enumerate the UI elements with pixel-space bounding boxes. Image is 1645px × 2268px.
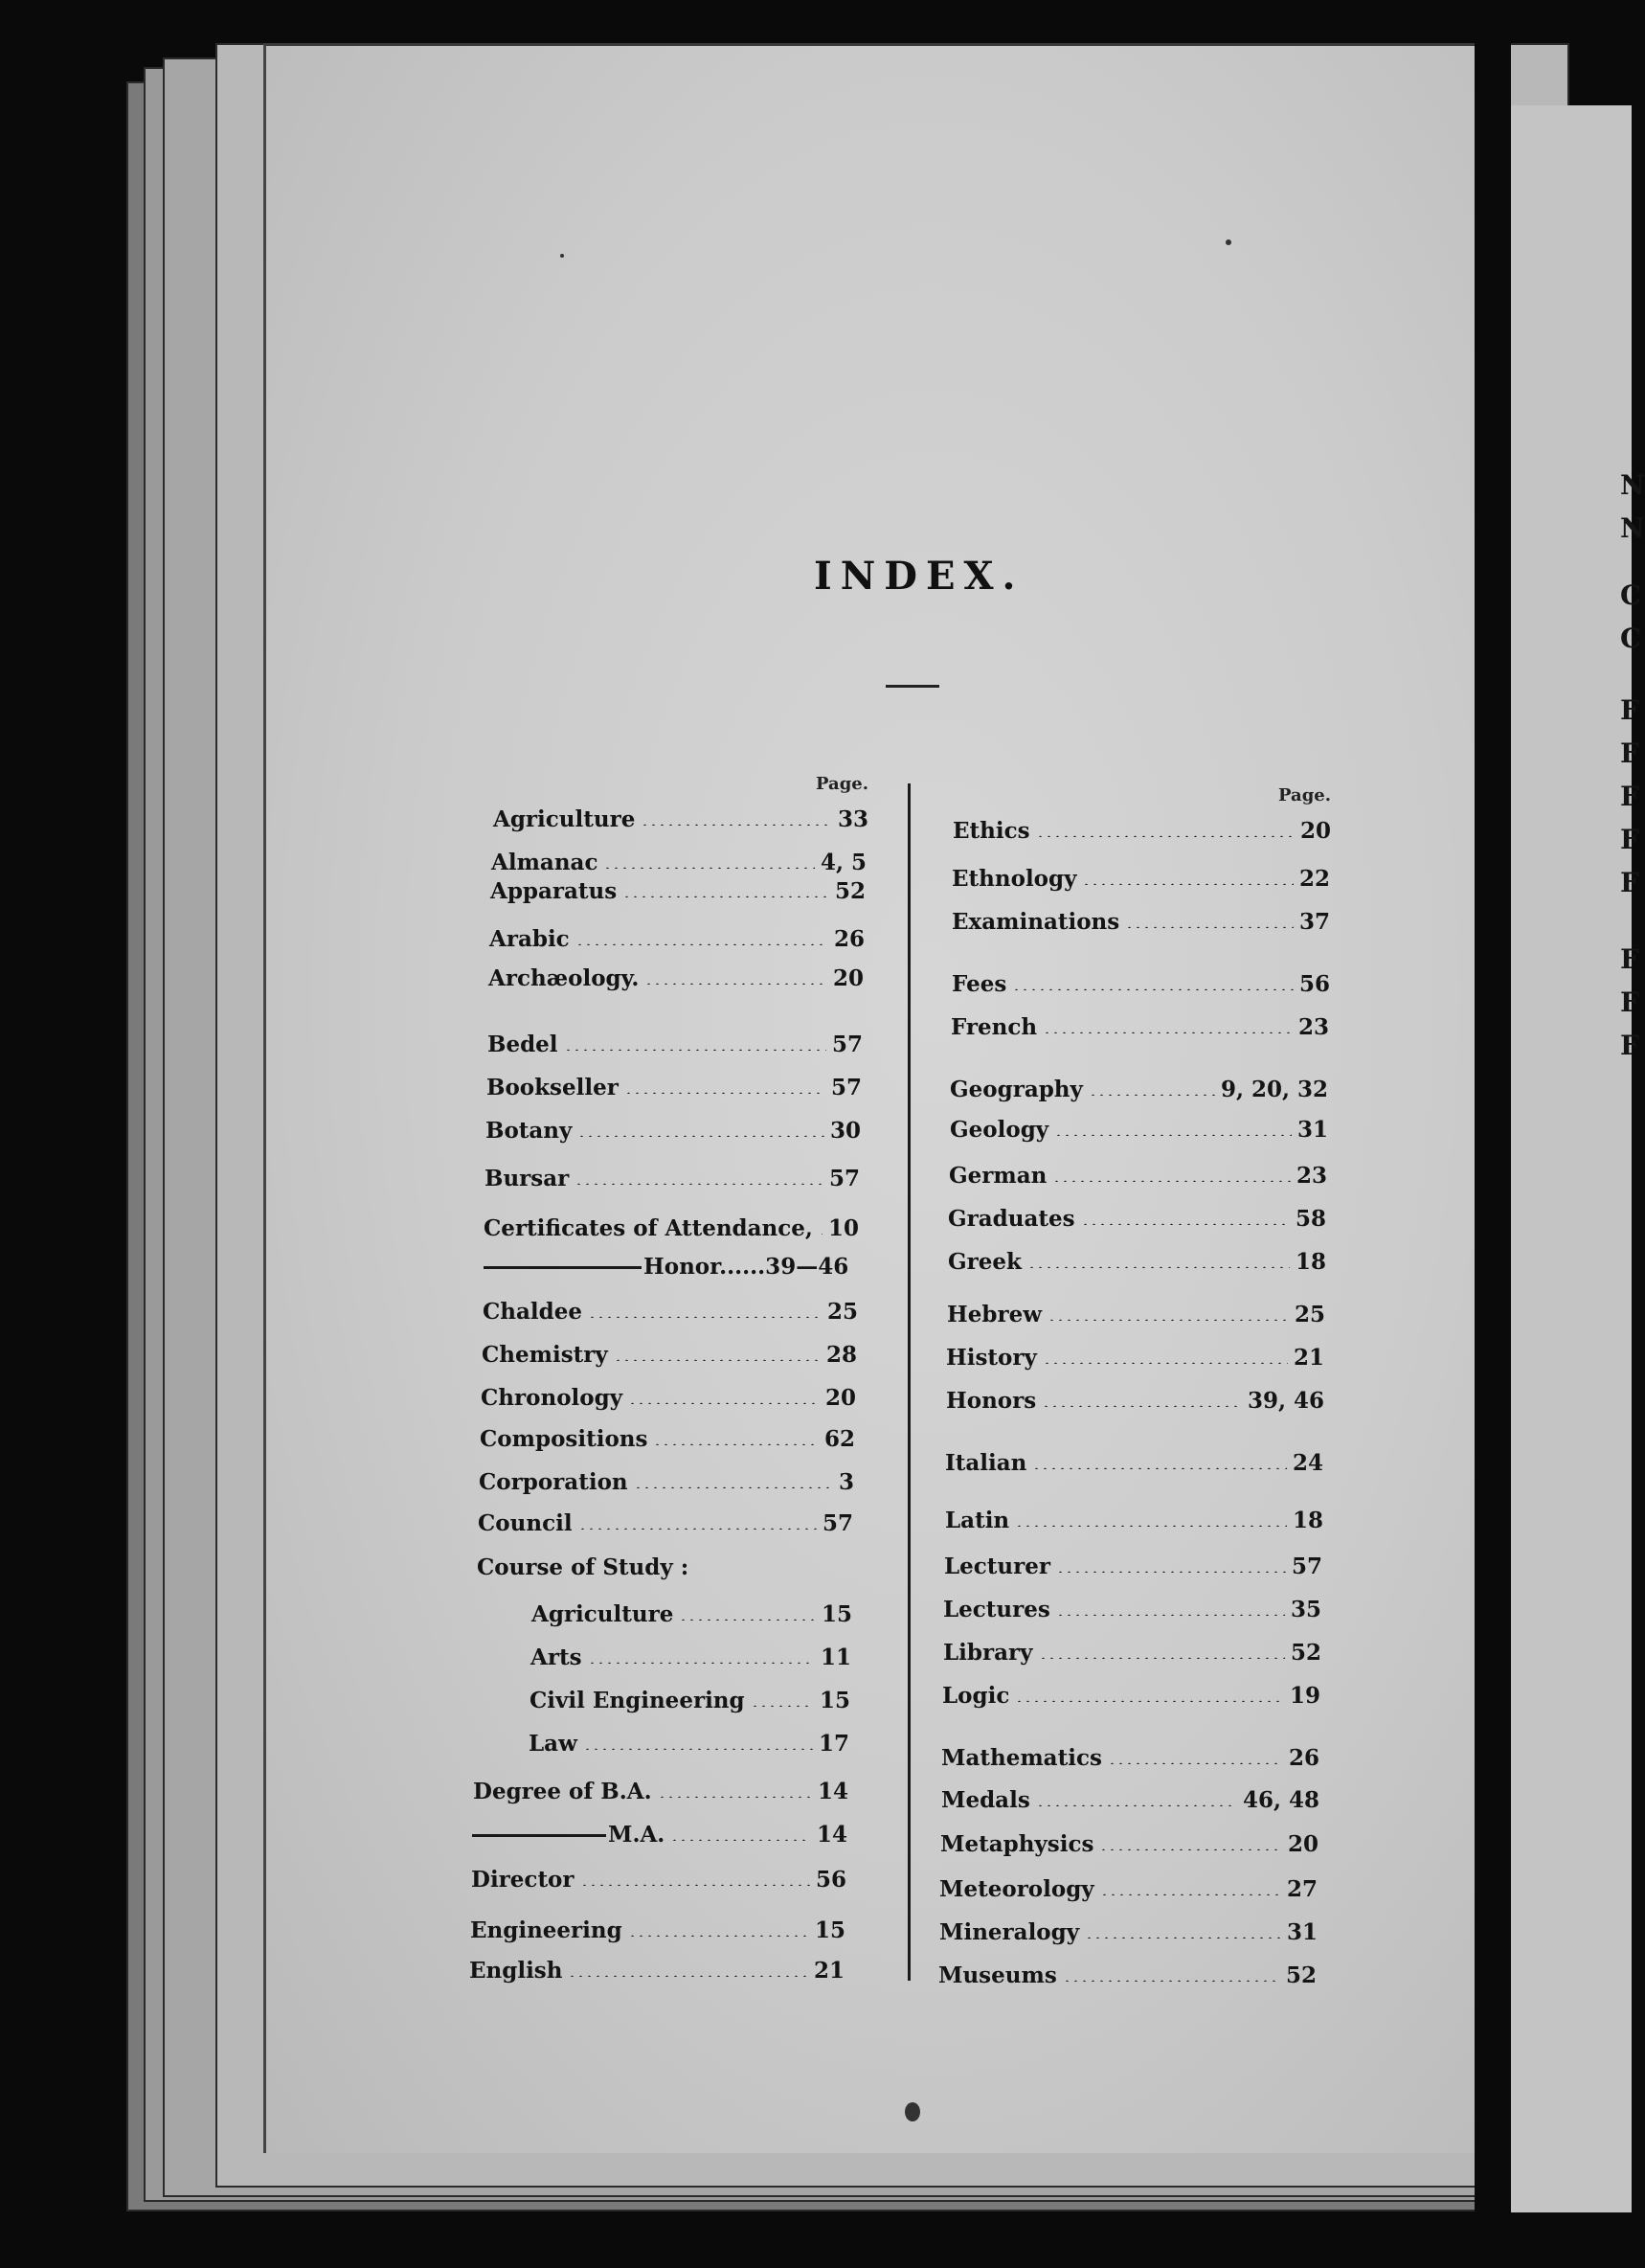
index-page-number: 62 — [823, 1425, 855, 1452]
index-entry — [471, 1863, 846, 1895]
index-page-number: 37 — [1298, 908, 1330, 935]
index-page-number: 21 — [1293, 1344, 1324, 1371]
book-gutter — [1475, 0, 1511, 2268]
index-entry — [953, 814, 1331, 847]
index-term: M.A. — [472, 1822, 665, 1848]
index-page-number: 17 — [818, 1730, 849, 1757]
index-entry — [478, 1507, 853, 1539]
dot-leader — [1052, 1180, 1291, 1182]
ink-speck — [560, 254, 564, 258]
index-page-number: 58 — [1295, 1205, 1326, 1232]
dot-leader — [1015, 1700, 1284, 1702]
dot-leader — [1048, 1319, 1289, 1321]
dot-leader — [1027, 1266, 1290, 1268]
index-page-number: 20 — [832, 964, 864, 991]
dot-leader — [614, 1359, 821, 1361]
index-term: Metaphysics — [940, 1830, 1094, 1857]
index-entry — [941, 1741, 1319, 1774]
dot-leader — [641, 824, 832, 826]
index-term: History — [946, 1344, 1037, 1371]
ink-spot — [905, 2102, 920, 2121]
dot-leader — [628, 1935, 809, 1937]
index-entry — [493, 803, 868, 835]
index-term: Archæology. — [488, 964, 640, 991]
index-term: German — [949, 1162, 1048, 1189]
index-term: Lecturer — [944, 1553, 1051, 1579]
facing-page-letter: C — [1620, 579, 1642, 611]
index-term: Library — [943, 1639, 1033, 1666]
dot-leader — [658, 1796, 812, 1798]
index-term: Honors — [946, 1387, 1037, 1414]
index-entry — [531, 1598, 852, 1630]
index-term: Museums — [938, 1962, 1057, 1988]
index-page-number: 57 — [822, 1509, 853, 1536]
index-term: Lectures — [943, 1596, 1050, 1622]
index-entry — [530, 1641, 851, 1673]
index-entry — [952, 862, 1330, 895]
dot-leader — [634, 1486, 833, 1488]
dot-leader — [653, 1443, 819, 1445]
dot-leader — [1125, 926, 1294, 928]
index-term: Arabic — [489, 925, 570, 952]
index-term: Botany — [485, 1117, 573, 1144]
dot-leader — [1063, 1980, 1280, 1982]
dot-leader — [622, 896, 829, 897]
dot-leader — [1056, 1571, 1286, 1573]
index-term: Corporation — [479, 1468, 628, 1495]
index-term: Apparatus — [490, 877, 618, 904]
index-term: Compositions — [480, 1425, 648, 1452]
dot-leader — [628, 1402, 820, 1404]
index-entry — [489, 922, 865, 955]
index-page-number: 25 — [1294, 1301, 1325, 1327]
index-term: Fees — [952, 970, 1007, 997]
index-term: Engineering — [470, 1916, 622, 1943]
facing-page-letter: F — [1620, 781, 1639, 812]
dot-leader — [568, 1975, 808, 1977]
index-entry — [941, 1783, 1319, 1816]
index-page-number: 21 — [813, 1957, 845, 1984]
index-page-number: 57 — [1291, 1553, 1322, 1579]
index-term: Mineralogy — [939, 1918, 1080, 1945]
index-page-number: 20 — [824, 1384, 856, 1411]
index-entry — [484, 1250, 859, 1282]
index-page-number: 57 — [830, 1074, 862, 1100]
dot-leader — [1015, 1525, 1287, 1527]
index-entry — [949, 1159, 1327, 1191]
facing-page-letter: N — [1620, 512, 1645, 544]
index-entry — [943, 1593, 1321, 1625]
dot-leader — [577, 1135, 824, 1137]
index-term: Agriculture — [493, 805, 636, 832]
index-page-number: 9, 20, 32 — [1220, 1076, 1328, 1102]
index-page-number: 33 — [837, 805, 868, 832]
index-heading: Course of Study : — [477, 1554, 689, 1580]
index-page-number: 28 — [825, 1341, 857, 1368]
index-term: Chronology — [481, 1384, 623, 1411]
facing-page-letter: F — [1620, 824, 1639, 855]
index-entry — [939, 1872, 1318, 1905]
dot-leader — [1089, 1094, 1215, 1096]
dot-leader — [580, 1884, 810, 1886]
facing-page — [1511, 105, 1632, 2212]
index-term: Geology — [950, 1116, 1049, 1143]
index-page-number: 27 — [1286, 1875, 1318, 1902]
index-term: Degree of B.A. — [473, 1778, 652, 1804]
index-entry — [482, 1338, 857, 1371]
index-page-number: 56 — [815, 1866, 846, 1893]
index-entry — [948, 1202, 1326, 1235]
index-entry — [479, 1465, 854, 1498]
index-page-number: 15 — [814, 1916, 845, 1943]
index-entry — [945, 1504, 1323, 1536]
page-title: INDEX. — [814, 554, 1025, 599]
index-page-number: 10 — [827, 1214, 859, 1241]
index-entry — [487, 1028, 863, 1060]
index-page-number: 52 — [1285, 1962, 1317, 1988]
index-entry — [950, 1113, 1328, 1145]
index-page-number: 19 — [1289, 1682, 1320, 1709]
index-term: English — [469, 1957, 563, 1984]
index-term: Chemistry — [482, 1341, 608, 1368]
dot-leader — [1036, 835, 1295, 837]
index-page-number: 20 — [1299, 817, 1331, 844]
index-term: Arts — [530, 1644, 582, 1670]
index-term: Graduates — [948, 1205, 1075, 1232]
index-term: Mathematics — [941, 1744, 1102, 1771]
page-label-left: Page. — [816, 774, 869, 794]
index-term: Greek — [948, 1248, 1022, 1275]
index-term: Geography — [950, 1076, 1083, 1102]
index-term: Certificates of Attendance, — [484, 1214, 813, 1241]
index-term: Honor......39—46 — [484, 1254, 848, 1280]
index-term: French — [951, 1013, 1038, 1040]
dot-leader — [575, 1183, 823, 1185]
index-page-number: 23 — [1297, 1013, 1329, 1040]
facing-page-letter: C — [1620, 623, 1642, 654]
index-page-number: 57 — [831, 1031, 863, 1057]
index-term: Director — [471, 1866, 575, 1893]
index-page-number: 57 — [828, 1165, 860, 1191]
dot-leader — [564, 1049, 826, 1051]
index-page-number: 23 — [1296, 1162, 1327, 1189]
index-term: Ethnology — [952, 865, 1077, 892]
dot-leader — [1036, 1804, 1237, 1806]
index-entry — [942, 1679, 1320, 1712]
index-page-number: 14 — [817, 1778, 848, 1804]
facing-page-letter: F — [1620, 737, 1639, 769]
index-page-number: 31 — [1286, 1918, 1318, 1945]
index-term: Council — [478, 1509, 573, 1536]
index-term: Bookseller — [486, 1074, 619, 1100]
index-entry — [469, 1954, 845, 1986]
index-page-number: 52 — [834, 877, 866, 904]
index-page-number: 14 — [816, 1821, 847, 1848]
index-entry — [945, 1446, 1323, 1479]
dot-leader — [751, 1705, 814, 1707]
dot-leader — [603, 867, 815, 869]
index-term: Civil Engineering — [530, 1687, 745, 1713]
index-term: Bursar — [484, 1165, 570, 1191]
index-term: Medals — [941, 1786, 1030, 1813]
index-term: Law — [529, 1730, 577, 1757]
index-page-number: 56 — [1298, 970, 1330, 997]
facing-page-letter: F — [1620, 943, 1639, 975]
facing-page-letter: F — [1620, 1030, 1639, 1061]
dot-leader — [1085, 1937, 1281, 1939]
index-entry — [952, 905, 1330, 938]
facing-page-letter: F — [1620, 694, 1639, 726]
index-page-number: 25 — [826, 1298, 858, 1325]
index-entry — [938, 1959, 1317, 1991]
dot-leader — [670, 1839, 811, 1841]
index-entry — [943, 1636, 1321, 1668]
index-page-number: 18 — [1292, 1507, 1323, 1533]
index-page-number: 22 — [1298, 865, 1330, 892]
index-page-number: 15 — [821, 1600, 852, 1627]
index-page-number: 26 — [1288, 1744, 1319, 1771]
index-term: Italian — [945, 1449, 1027, 1476]
index-term: Latin — [945, 1507, 1010, 1533]
dot-leader — [819, 1233, 822, 1235]
dot-leader — [1082, 883, 1294, 885]
dot-leader — [1099, 1848, 1282, 1850]
page-label-right: Page. — [1278, 785, 1332, 805]
index-entry — [952, 967, 1330, 1000]
dot-leader — [1056, 1614, 1285, 1616]
index-entry — [484, 1162, 860, 1194]
index-page-number: 31 — [1296, 1116, 1328, 1143]
dot-leader — [624, 1092, 825, 1094]
index-entry — [939, 1916, 1318, 1948]
index-term: Agriculture — [531, 1600, 674, 1627]
index-page-number: 4, 5 — [820, 849, 867, 875]
ink-speck — [1226, 239, 1231, 245]
dot-leader — [679, 1619, 816, 1621]
index-page-number: 20 — [1287, 1830, 1318, 1857]
index-entry — [530, 1684, 850, 1716]
index-term: Logic — [942, 1682, 1010, 1709]
index-entry — [946, 1341, 1324, 1373]
index-entry — [481, 1381, 856, 1414]
dot-leader — [1012, 988, 1294, 990]
index-term: Almanac — [491, 849, 598, 875]
dot-leader — [578, 1528, 817, 1530]
dot-leader — [1108, 1762, 1283, 1764]
dot-leader — [644, 983, 827, 985]
dot-leader — [588, 1316, 822, 1318]
index-entry — [473, 1775, 848, 1807]
facing-page-letter: F — [1620, 987, 1639, 1018]
index-entry — [940, 1827, 1318, 1860]
index-entry — [483, 1295, 858, 1327]
dot-leader — [1043, 1362, 1288, 1364]
facing-page-letter: N — [1620, 469, 1645, 501]
dot-leader — [583, 1748, 813, 1750]
index-term: Chaldee — [483, 1298, 583, 1325]
index-page-number: 35 — [1290, 1596, 1321, 1622]
index-entry — [485, 1114, 861, 1146]
index-page-number: 39, 46 — [1247, 1387, 1324, 1414]
index-term: Ethics — [953, 817, 1030, 844]
index-entry — [484, 1212, 859, 1244]
index-entry — [951, 1010, 1329, 1043]
index-page-number: 3 — [838, 1468, 854, 1495]
index-entry — [490, 874, 866, 907]
index-entry — [946, 1384, 1324, 1417]
index-term: Examinations — [952, 908, 1120, 935]
dot-leader — [1054, 1134, 1292, 1136]
column-divider — [908, 783, 911, 1981]
index-page-number: 24 — [1292, 1449, 1323, 1476]
index-entry — [491, 846, 867, 878]
index-entry — [529, 1727, 849, 1759]
index-entry — [950, 1073, 1328, 1105]
index-entry — [472, 1818, 847, 1850]
index-entry — [486, 1071, 862, 1103]
dot-leader — [1039, 1657, 1285, 1659]
dot-leader — [588, 1662, 815, 1664]
index-entry — [947, 1298, 1325, 1330]
index-entry — [488, 962, 864, 994]
index-page-number: 18 — [1295, 1248, 1326, 1275]
index-entry — [944, 1550, 1322, 1582]
dot-leader — [1042, 1405, 1242, 1407]
dot-leader — [1100, 1894, 1281, 1895]
index-term: Meteorology — [939, 1875, 1094, 1902]
index-term: Hebrew — [947, 1301, 1042, 1327]
dot-leader — [1032, 1467, 1287, 1469]
index-entry — [470, 1914, 845, 1946]
dot-leader — [1081, 1223, 1290, 1225]
title-rule — [886, 685, 939, 688]
index-term: Bedel — [487, 1031, 558, 1057]
index-page-number: 46, 48 — [1242, 1786, 1319, 1813]
index-entry — [948, 1245, 1326, 1278]
index-page-number: 30 — [829, 1117, 861, 1144]
index-page-number: 26 — [833, 925, 865, 952]
index-page-number: 15 — [819, 1687, 850, 1713]
index-page-number: 11 — [820, 1644, 851, 1670]
dot-leader — [1043, 1032, 1293, 1033]
dot-leader — [575, 943, 828, 945]
index-page-number: 52 — [1290, 1639, 1321, 1666]
facing-page-letter: F — [1620, 867, 1639, 898]
index-entry — [480, 1422, 855, 1455]
